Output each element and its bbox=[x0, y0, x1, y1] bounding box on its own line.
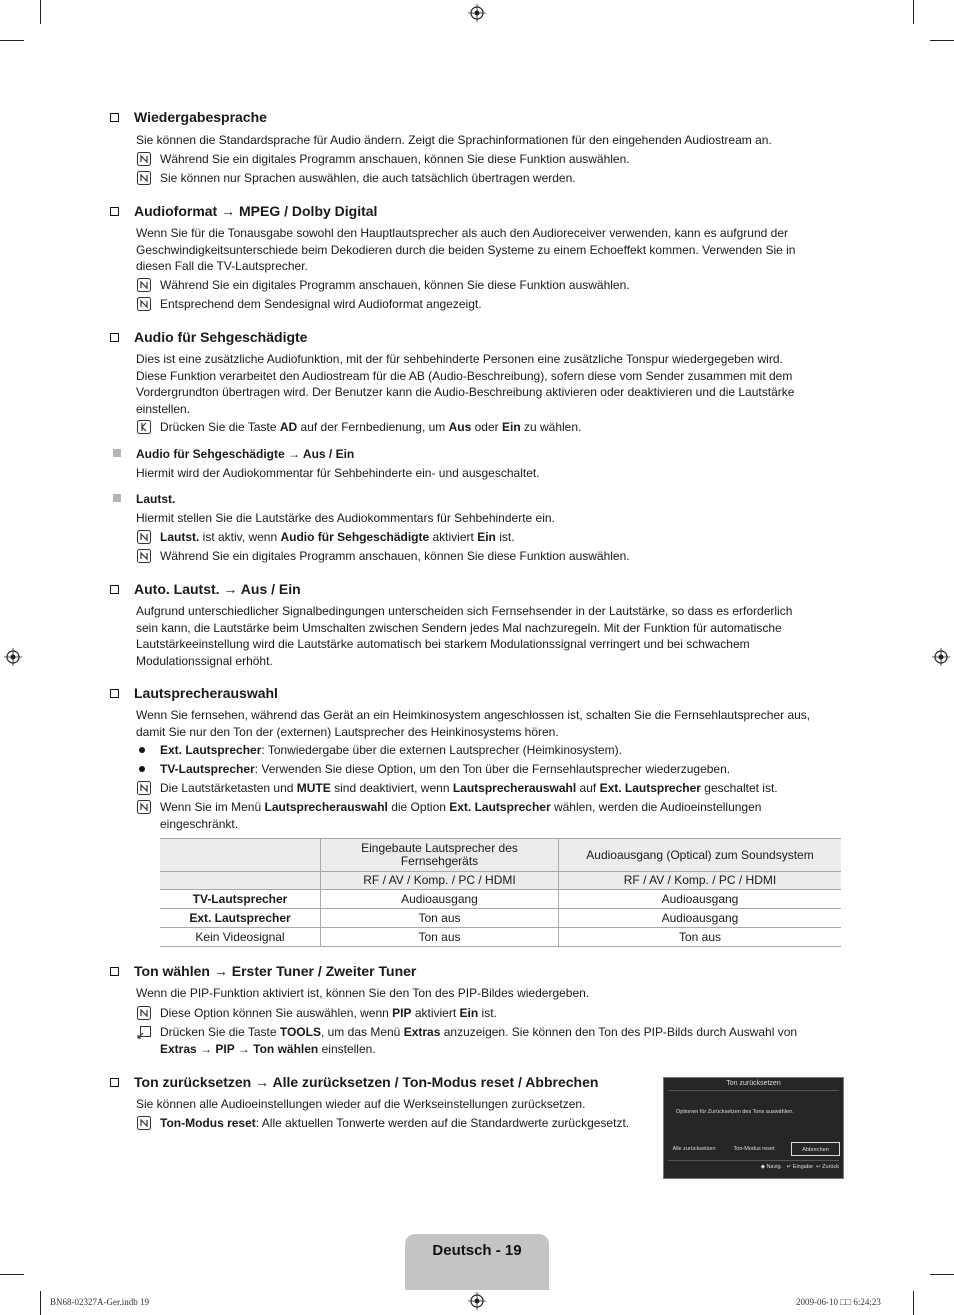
tools-icon bbox=[137, 1025, 151, 1039]
checkbox-bullet-icon bbox=[110, 1078, 119, 1087]
crop-mark bbox=[913, 1291, 914, 1315]
table-subheader-cell: RF / AV / Komp. / PC / HDMI bbox=[321, 872, 559, 890]
section-heading-auto-lautst: Auto. Lautst. → Aus / Ein bbox=[110, 581, 301, 598]
table-subheader-cell: RF / AV / Komp. / PC / HDMI bbox=[559, 872, 842, 890]
section-heading-ton-waehlen: Ton wählen → Erster Tuner / Zweiter Tuner bbox=[110, 963, 416, 980]
body-text: Aufgrund unterschiedlicher Signalbedingungen unterscheiden sich Fernsehsender in der Lautstärke, so dass es erforderlich sein kann, die Lautstärke beim Umschalten zwischen Sendern jedes Mal nachzuregeln. Mit der Funktion für automatische Lautstärkeeinstellung wird die Lautstärke automatisch bei starkem Modulationssignal verringert und bei schwachem Modulationssignal erhöht. bbox=[136, 604, 793, 668]
page-number-tab bbox=[405, 1234, 549, 1290]
speaker-table bbox=[160, 838, 841, 947]
note-icon bbox=[137, 549, 151, 563]
body-text: Sie können alle Audioeinstellungen wieder auf die Werkseinstellungen zurücksetzen. bbox=[136, 1097, 586, 1111]
note: Die Lautstärketasten und MUTE sind deaktiviert, wenn Lautsprecherauswahl auf Ext. Lautsprecher geschaltet ist. bbox=[136, 780, 816, 797]
osd-cancel-button[interactable]: Abbrechen bbox=[791, 1142, 840, 1156]
note-icon bbox=[137, 278, 151, 292]
note: Ton-Modus reset: Alle aktuellen Tonwerte werden auf die Standardwerte zurückgesetzt. bbox=[136, 1115, 656, 1132]
body-text: Sie können die Standardsprache für Audio ändern. Zeigt die Sprachinformationen für den eingehenden Audiostream an. bbox=[136, 133, 772, 147]
sub-heading: Lautst. bbox=[136, 492, 176, 506]
table-header-row bbox=[160, 839, 841, 872]
body-text: Wenn Sie fernsehen, während das Gerät an ein Heimkinosystem angeschlossen ist, schalten Sie die Fernsehlautsprecher aus, damit Sie nur den Ton der (externen) Lautsprecher des Heinkinosystems hören. bbox=[136, 708, 811, 739]
checkbox-bullet-icon bbox=[110, 689, 119, 698]
print-file-info: BN68-02327A-Ger.indb 19 bbox=[50, 1297, 149, 1307]
table-cell: Ton aus bbox=[321, 928, 559, 947]
osd-message: Optionen für Zurücksetzen des Tons auswählen. bbox=[676, 1109, 794, 1115]
tools-note: Drücken Sie die Taste TOOLS, um das Menü Extras anzuzeigen. Sie können den Ton des PIP-Bilds durch Auswahl von Extras → PIP → Ton wählen einstellen. bbox=[136, 1024, 816, 1057]
note: Lautst. ist aktiv, wenn Audio für Sehgeschädigte aktiviert Ein ist. bbox=[136, 529, 816, 546]
section-heading-audio-sehgeschaedigte: Audio für Sehgeschädigte bbox=[110, 329, 307, 346]
table-cell: Audioausgang bbox=[559, 890, 842, 909]
table-row bbox=[160, 928, 841, 947]
note: Während Sie ein digitales Programm anschauen, können Sie diese Funktion auswählen. bbox=[136, 548, 816, 565]
square-bullet-icon bbox=[113, 449, 121, 457]
table-corner-cell bbox=[160, 872, 321, 890]
table-cell: Ton aus bbox=[321, 909, 559, 928]
registration-mark-icon bbox=[468, 4, 486, 22]
checkbox-bullet-icon bbox=[110, 207, 119, 216]
section-heading-lautsprecherauswahl: Lautsprecherauswahl bbox=[110, 685, 278, 702]
body-text: Hiermit wird der Audiokommentar für Sehbehinderte ein- und ausgeschaltet. bbox=[136, 466, 540, 480]
body-text: Wenn die PIP-Funktion aktiviert ist, können Sie den Ton des PIP-Bildes wiedergeben. bbox=[136, 986, 590, 1000]
body-text: Wenn Sie für die Tonausgabe sowohl den Hauptlautsprecher als auch den Audioreceiver verwenden, kann es aufgrund der Geschwindigkeitsunterschiede beim Dekodieren durch die beiden Systeme zu einem Echoeffekt kommen. Verwenden Sie in diesen Fall die TV-Lautsprecher. bbox=[136, 226, 796, 274]
osd-sound-mode-reset-button[interactable]: Ton-Modus reset bbox=[733, 1146, 775, 1152]
checkbox-bullet-icon bbox=[110, 585, 119, 594]
bullet-dot-icon bbox=[139, 766, 145, 772]
note-icon bbox=[137, 781, 151, 795]
osd-reset-all-button[interactable]: Alle zurücksetzen bbox=[672, 1146, 716, 1152]
table-subheader-row bbox=[160, 872, 841, 890]
registration-mark-icon bbox=[4, 648, 22, 666]
table-row-label: Kein Videosignal bbox=[160, 928, 321, 947]
note-icon bbox=[137, 530, 151, 544]
note: Entsprechend dem Sendesignal wird Audioformat angezeigt. bbox=[136, 296, 816, 313]
note: Sie können nur Sprachen auswählen, die auch tatsächlich übertragen werden. bbox=[136, 170, 816, 187]
note-icon bbox=[137, 152, 151, 166]
note-icon bbox=[137, 297, 151, 311]
checkbox-bullet-icon bbox=[110, 113, 119, 122]
note-icon bbox=[137, 800, 151, 814]
registration-mark-icon bbox=[932, 648, 950, 666]
crop-mark bbox=[930, 1274, 954, 1275]
table-cell: Ton aus bbox=[559, 928, 842, 947]
remote-button-icon bbox=[137, 420, 151, 434]
table-row-label: TV-Lautsprecher bbox=[160, 890, 321, 909]
note: Wenn Sie im Menü Lautsprecherauswahl die Option Ext. Lautsprecher wählen, werden die Audioeinstellungen eingeschränkt. bbox=[136, 799, 796, 832]
note: Während Sie ein digitales Programm anschauen, können Sie diese Funktion auswählen. bbox=[136, 277, 816, 294]
crop-mark bbox=[913, 0, 914, 24]
print-timestamp: 2009-06-10 □□ 6:24:23 bbox=[796, 1297, 881, 1307]
note-icon bbox=[137, 1006, 151, 1020]
osd-footer bbox=[761, 1164, 839, 1170]
sub-heading: Audio für Sehgeschädigte → Aus / Ein bbox=[136, 447, 355, 461]
table-row bbox=[160, 909, 841, 928]
square-bullet-icon bbox=[113, 494, 121, 502]
section-heading-ton-zuruecksetzen: Ton zurücksetzen → Alle zurücksetzen / Ton-Modus reset / Abbrechen bbox=[110, 1074, 598, 1091]
osd-reset-dialog bbox=[663, 1077, 844, 1179]
bullet-item: TV-Lautsprecher: Verwenden Sie diese Option, um den Ton über die Fernsehlautsprecher wiederzugeben. bbox=[136, 761, 816, 778]
note-icon bbox=[137, 171, 151, 185]
table-corner-cell bbox=[160, 839, 321, 872]
osd-back-hint: ↩ Zurück bbox=[816, 1164, 839, 1170]
note: Diese Option können Sie auswählen, wenn PIP aktiviert Ein ist. bbox=[136, 1005, 816, 1022]
crop-mark bbox=[0, 40, 24, 41]
table-cell: Audioausgang bbox=[559, 909, 842, 928]
osd-divider bbox=[668, 1160, 839, 1161]
section-heading-wiedergabesprache: Wiedergabesprache bbox=[110, 109, 267, 126]
osd-divider bbox=[668, 1090, 839, 1091]
note: Während Sie ein digitales Programm anschauen, können Sie diese Funktion auswählen. bbox=[136, 151, 816, 168]
crop-mark bbox=[40, 0, 41, 24]
section-heading-audioformat: Audioformat → MPEG / Dolby Digital bbox=[110, 203, 377, 220]
remote-note: Drücken Sie die Taste AD auf der Fernbedienung, um Aus oder Ein zu wählen. bbox=[136, 419, 816, 436]
crop-mark bbox=[40, 1291, 41, 1315]
bullet-item: Ext. Lautsprecher: Tonwiedergabe über die externen Lautsprecher (Heimkinosystem). bbox=[136, 742, 816, 759]
note-icon bbox=[137, 1116, 151, 1130]
body-text: Dies ist eine zusätzliche Audiofunktion, mit der für sehbehinderte Personen eine zusätzliche Tonspur wiedergegeben wird. Diese Funktion verarbeitet den Audiostream für die AB (Audio-Beschreibung), sofern diese vom Sender zusammen mit dem Vordergrundton übertragen wird. Der Benutzer kann die Audio-Beschreibung aktivieren oder deaktivieren und die Lautstärke einstellen. bbox=[136, 352, 795, 416]
osd-nav-hint: ◆ Navig. bbox=[760, 1164, 783, 1170]
table-row-label: Ext. Lautsprecher bbox=[160, 909, 321, 928]
bullet-dot-icon bbox=[139, 747, 145, 753]
page-number: Deutsch - 19 bbox=[432, 1242, 522, 1259]
checkbox-bullet-icon bbox=[110, 333, 119, 342]
osd-enter-hint: ↵ Eingabe bbox=[786, 1164, 813, 1170]
table-header-cell: Eingebaute Lautsprecher des Fernsehgeräts bbox=[321, 839, 559, 872]
registration-mark-icon bbox=[468, 1292, 486, 1310]
table-row bbox=[160, 890, 841, 909]
table-header-cell: Audioausgang (Optical) zum Soundsystem bbox=[559, 839, 842, 872]
osd-title: Ton zurücksetzen bbox=[726, 1080, 781, 1087]
crop-mark bbox=[0, 1274, 24, 1275]
table-cell: Audioausgang bbox=[321, 890, 559, 909]
body-text: Hiermit stellen Sie die Lautstärke des Audiokommentars für Sehbehinderte ein. bbox=[136, 511, 555, 525]
checkbox-bullet-icon bbox=[110, 967, 119, 976]
crop-mark bbox=[930, 40, 954, 41]
